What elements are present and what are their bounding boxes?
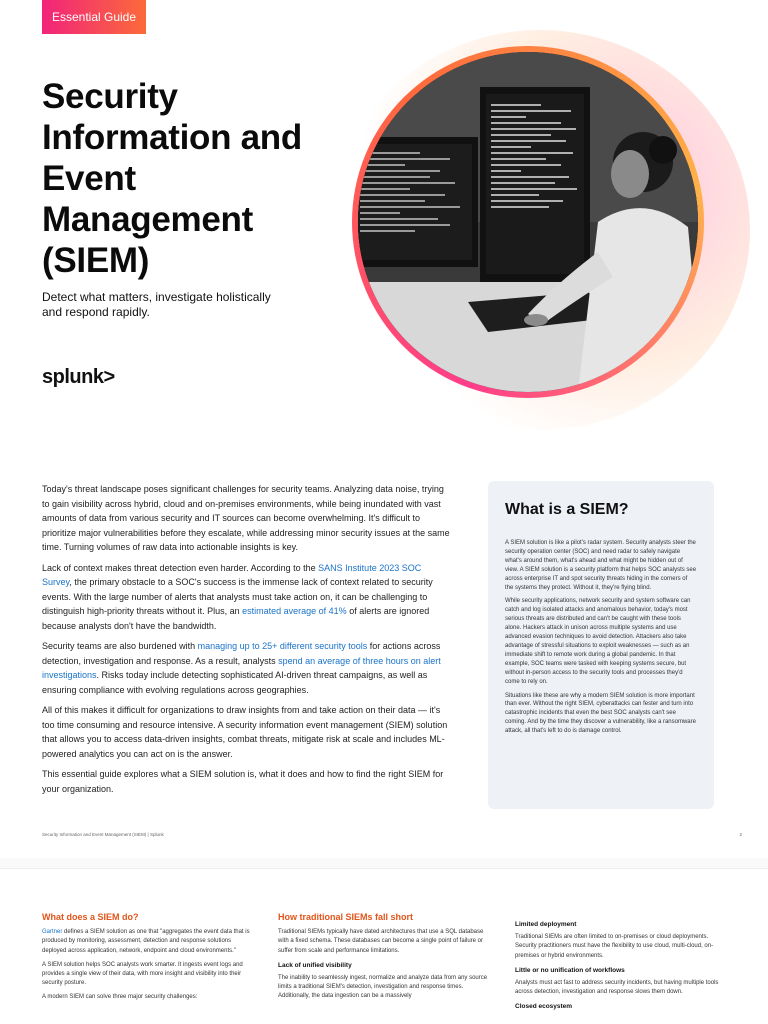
col3-subheading-2: Little or no unification of workflows — [515, 966, 625, 974]
page-title: Security Information and Event Management (SIEM) — [42, 77, 302, 280]
col2-paragraph-1: Traditional SIEMs typically have dated architectures that use a SQL database with a fixed schema. These databases can become a single point of failure or suffer from scale and performance limitations. — [278, 929, 484, 954]
page-subtitle: Detect what matters, investigate holistically and respond rapidly. — [42, 290, 271, 319]
intro-paragraph-1: Today's threat landscape poses significant challenges for security teams. Analyzing data noise, trying to gain visibility across hybrid, cloud and on-premises environments, while being inundated with vast amounts of data from various security and IT sources can become overwhelming. It's difficult to prioritize major vulnerabilities before they escalate, while addressing minor security issues at the same time. Turning volumes of raw data into actionable insights is key. — [42, 484, 450, 552]
text-run: for actions across detection, investigation and response. As a result, analysts — [42, 641, 441, 666]
essential-guide-tag: Essential Guide — [42, 0, 146, 34]
intro-column — [42, 482, 452, 802]
page-2 — [0, 868, 768, 1024]
sidebox-paragraph-1: A SIEM solution is like a pilot's radar system. Security analysts steer the security operation center (SOC) and need radar to safely navigate what's around them, what's ahead and what might be hidden out of view. A SIEM solution is a security platform that helps SOC analysts see across enterprise IT and spot security threats hiding in the corners of the systems they protect. Without it, they're flying blind. — [505, 540, 697, 591]
text-run: . Risks today include detecting sophisticated AI-driven threat campaigns, as well as ensuring compliance with evolving regulations across geographies. — [42, 670, 428, 695]
text-run: , the primary obstacle to a SOC's success is the immense lack of context related to security events. With the large number of alerts that analysts must take action on, it can be challenging to distinguish high-priority threats without it. Plus, an — [42, 577, 433, 616]
intro-paragraph-4: All of this makes it difficult for organizations to draw insights from and take action on their data — it's too time consuming and resource intensive. A security information event management (SIEM) solution that allows you to access data-driven insights, combat threats, mitigate risk at scale and includes ML-powered analytics you can act on is the answer. — [42, 705, 448, 759]
page-footer — [42, 832, 742, 837]
col1-paragraph-2: A SIEM solution helps SOC analysts work smarter. It ingests event logs and provides a single view of their data, with more insight and visibility into their security posture. — [42, 961, 243, 987]
page-gap — [0, 858, 768, 868]
col1-heading: What does a SIEM do? — [42, 912, 139, 922]
gartner-link[interactable]: Gartner — [42, 929, 63, 936]
col3-paragraph-2: Analysts must act fast to address security incidents, but having multiple tools across detection, investigation and response slows them down. — [515, 980, 719, 996]
hero-photo — [358, 52, 698, 392]
intro-paragraph-5: This essential guide explores what a SIEM solution is, what it does and how to find the right SIEM for your organization. — [42, 769, 444, 794]
sidebox-paragraph-3: Situations like these are why a modern SIEM solution is more important than ever. Without the right SIEM, cyberattacks can fester and turn into catastrophic incidents that even the best SOC analysts can't see coming. And by the time they discover a vulnerability, like a ransomware attack, all that's left to do is damage control. — [505, 692, 696, 735]
intro-paragraph-2 — [42, 561, 452, 634]
col3-paragraph-1: Traditional SIEMs are often limited to on-premises or cloud deployments. Security practitioners must have the flexibility to use cloud, multi-cloud, on-premises or hybrid environments. — [515, 934, 714, 959]
footer-text: Security Information and Event Management (SIEM) | Splunk — [42, 832, 164, 837]
text-run: of alerts are ignored because analysts don't have the bandwidth. — [42, 606, 430, 631]
col1-paragraph-3: A modern SIEM can solve three major security challenges: — [42, 994, 198, 1001]
col3-subheading-3: Closed ecosystem — [515, 1003, 573, 1011]
limitations-column — [515, 915, 727, 1016]
col2-paragraph-2: The inability to seamlessly ingest, normalize and analyze data from any source limits a traditional SIEM's detection, investigation and response times. Additionally, the data ingestion can be a massively — [278, 975, 488, 1000]
page-number: 2 — [739, 832, 742, 837]
average-41-link[interactable]: estimated average of 41% — [242, 606, 347, 616]
text-run: Lack of context makes threat detection even harder. According to the — [42, 562, 319, 573]
splunk-logo: splunk> — [42, 366, 115, 388]
col2-subheading-1: Lack of unified visibility — [278, 961, 352, 969]
sidebox-heading: What is a SIEM? — [505, 501, 629, 518]
sans-survey-link[interactable]: SANS Institute 2023 SOC Survey — [42, 562, 422, 587]
col2-heading: How traditional SIEMs fall short — [278, 912, 414, 922]
analyst-at-workstation-image — [358, 52, 698, 392]
col3-subheading-1: Limited deployment — [515, 921, 577, 928]
security-tools-link[interactable]: managing up to 25+ different security tools — [197, 641, 368, 651]
traditional-siems-column — [278, 913, 490, 1007]
text-run: Security teams are also burdened with — [42, 641, 198, 651]
sidebox-paragraph-2: While security applications, network security and system software can catch and log isolated attacks and anomalous behavior, today's most serious threats are distributed and can't be caught with these tools alone. Hackers attack in unison across multiple systems and use advanced evasion techniques to avoid detection. Attackers also take advantage of stressful situations to exploit weaknesses — such as an immediate shift to remote work during a global pandemic. In that example, SOC teams were tasked with keeping systems secure, but without in-person access to the security tools and processes they'd come to rely on. — [505, 598, 691, 685]
col1-paragraph-1 — [42, 928, 254, 956]
what-is-siem-box — [488, 481, 714, 809]
intro-paragraph-3 — [42, 639, 452, 697]
text-run: defines a SIEM solution as one that "aggregates the event data that is produced by monitoring, assessment, detection and response solutions deployed across application, network, endpoint and cloud environments." — [42, 929, 250, 954]
alert-investigations-link[interactable]: spend an average of three hours on alert investigations — [42, 655, 441, 680]
what-does-siem-do-column — [42, 913, 254, 1008]
